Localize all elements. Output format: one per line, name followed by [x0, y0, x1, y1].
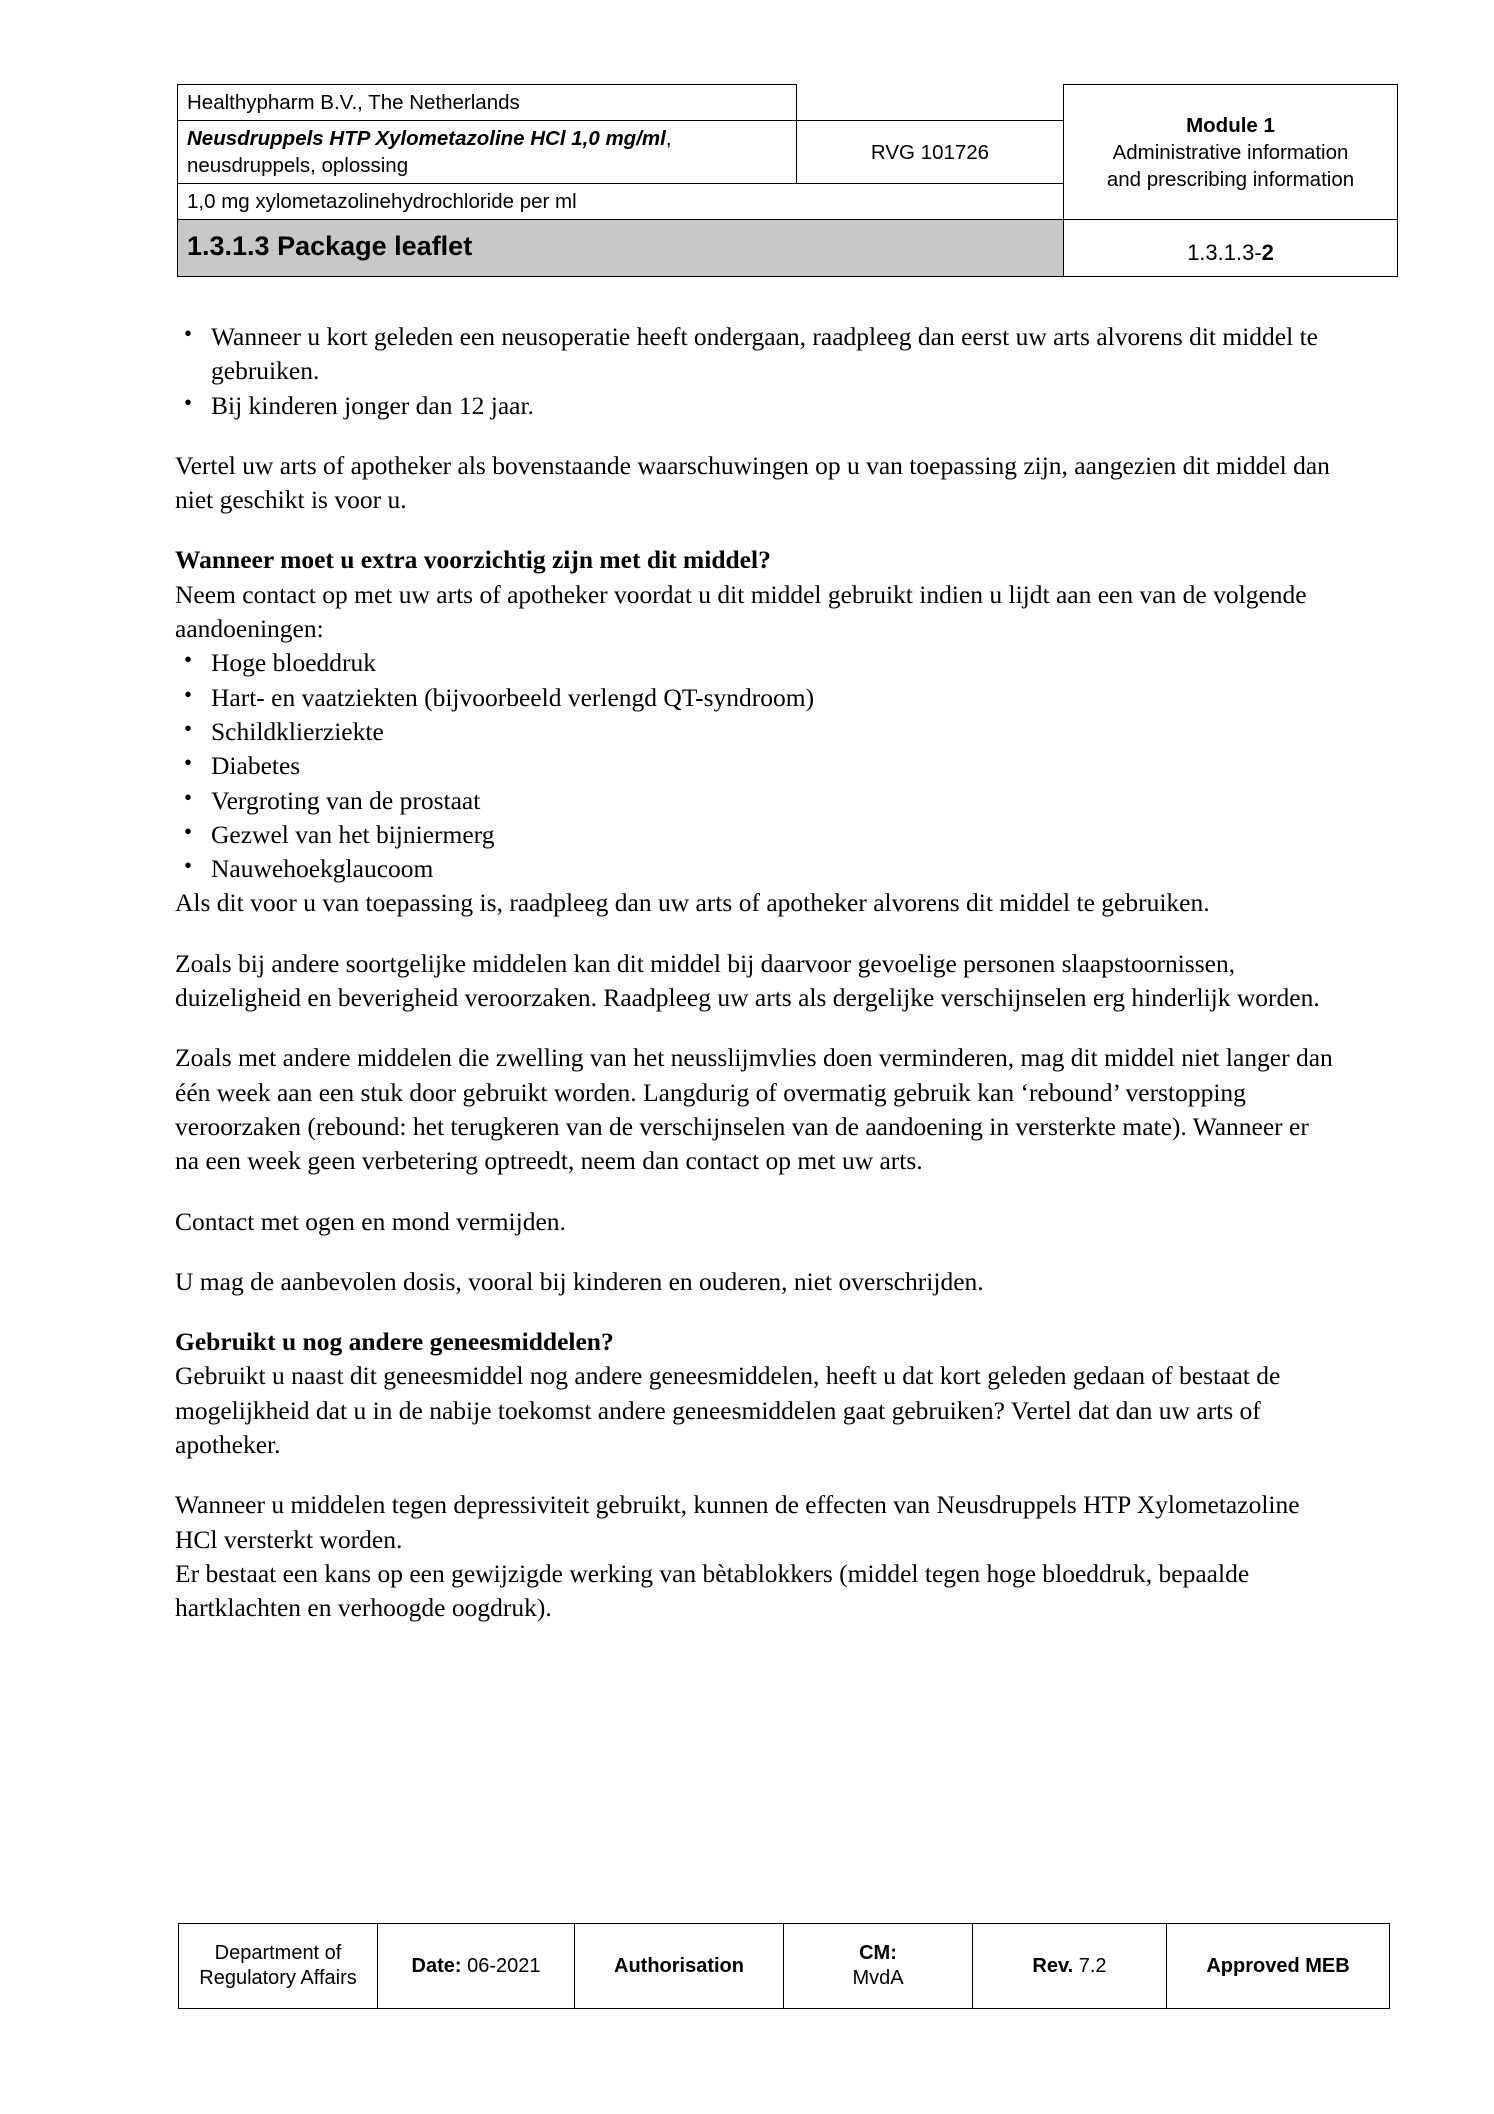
list-item: [175, 784, 1335, 818]
condition-bullet-4: Vergroting van de prostaat: [211, 785, 481, 815]
spacer: [175, 1462, 1335, 1488]
paragraph-antidepressants: Wanneer u middelen tegen depressiviteit gebruikt, kunnen de effecten van Neusdruppels HTP Xylometazoline HCl versterkt worden.: [175, 1490, 1300, 1554]
heading-other-medicines: Gebruikt u nog andere geneesmiddelen?: [175, 1327, 614, 1357]
document-header-table: [177, 84, 1398, 277]
footer-cell-approved: [1167, 1924, 1390, 2009]
warning-bullet-0: Wanneer u kort geleden een neusoperatie heeft ondergaan, raadpleeg dan eerst uw arts alvorens dit middel te gebruiken.: [211, 322, 1318, 386]
product-name: Neusdruppels HTP Xylometazoline HCl 1,0 mg/ml: [187, 127, 666, 151]
list-item: [175, 818, 1335, 852]
header-cell-module: [1064, 85, 1398, 220]
condition-bullet-2: Schildklierziekte: [211, 716, 384, 746]
product-name-line: [187, 125, 787, 152]
product-form: neusdruppels, oplossing: [187, 154, 409, 178]
product-name-comma: ,: [665, 127, 672, 151]
condition-bullet-1: Hart- en vaatziekten (bijvoorbeeld verlengd QT-syndroom): [211, 682, 815, 712]
paragraph-dose: U mag de aanbevolen dosis, vooral bij kinderen en ouderen, niet overschrijden.: [175, 1266, 984, 1296]
paragraph-sleep-disorders: Zoals bij andere soortgelijke middelen kan dit middel bij daarvoor gevoelige personen slaapstoornissen, duizeligheid en beverigheid veroorzaken. Raadpleeg uw arts als dergelijke verschijnselen erg hinderlijk worden.: [175, 948, 1320, 1013]
header-row-company: [178, 85, 1398, 121]
list-item: [175, 681, 1335, 715]
list-item: [175, 715, 1335, 749]
header-cell-strength: [178, 184, 1064, 220]
cm-value: MvdA: [852, 1967, 904, 1989]
header-cell-section-number: [1064, 220, 1398, 277]
module-line-1: Administrative information: [1112, 140, 1349, 164]
warning-bullet-list: [175, 320, 1335, 423]
spacer: [175, 517, 1335, 543]
paragraph-other-medicines: Gebruikt u naast dit geneesmiddel nog andere geneesmiddelen, heeft u dat kort geleden gedaan of bestaat de mogelijkheid dat u in de nabije toekomst andere geneesmiddelen gaat gebruiken? Vertel dat dan uw arts of apotheker.: [175, 1361, 1281, 1460]
heading-extra-careful: Wanneer moet u extra voorzichtig zijn met dit middel?: [175, 545, 771, 575]
footer-cell-revision: [973, 1924, 1167, 2009]
footer-cell-authorisation: [575, 1924, 784, 2009]
header-cell-product: [178, 121, 797, 184]
spacer: [175, 423, 1335, 449]
section-number-prefix: 1.3.1.3-: [1187, 240, 1262, 266]
header-cell-rvg-number: [797, 121, 1064, 184]
condition-bullet-list: [175, 646, 1335, 886]
module-line-2: and prescribing information: [1106, 167, 1355, 191]
approved-label: Approved MEB: [1206, 1954, 1350, 1977]
table-row: [179, 1924, 1390, 2009]
paragraph-rebound: Zoals met andere middelen die zwelling van het neusslijmvlies doen verminderen, mag dit middel niet langer dan één week aan een stuk door gebruikt worden. Langdurig of overmatig gebruik kan ‘rebound’ verstopping veroorzaken (rebound: het terugkeren van de verschijnselen van de aandoening in versterkte mate). Wanneer er na een week geen verbetering optreedt, neem dan contact op met uw arts.: [175, 1043, 1333, 1176]
rev-label: Rev.: [1032, 1954, 1074, 1977]
condition-bullet-6: Nauwehoekglaucoom: [211, 854, 434, 884]
document-footer-table: [178, 1923, 1390, 2009]
module-title: Module 1: [1186, 113, 1275, 137]
strength-text: 1,0 mg xylometazolinehydrochloride per ml: [187, 190, 577, 214]
department-line-1: Department of: [214, 1942, 342, 1964]
condition-bullet-5: Gezwel van het bijniermerg: [211, 819, 495, 849]
rvg-number: RVG 101726: [870, 140, 990, 164]
list-item: [175, 389, 1335, 423]
condition-bullet-3: Diabetes: [211, 751, 301, 781]
header-cell-section-title: [178, 220, 1064, 277]
company-name: Healthypharm B.V., The Netherlands: [187, 91, 520, 114]
spacer: [175, 1299, 1335, 1325]
list-item: [175, 320, 1335, 389]
date-label: Date:: [411, 1954, 462, 1977]
paragraph-avoid-contact: Contact met ogen en mond vermijden.: [175, 1206, 566, 1236]
header-cell-company: [178, 85, 797, 121]
department-line-2: Regulatory Affairs: [199, 1967, 357, 1989]
spacer: [175, 1179, 1335, 1205]
date-value: 06-2021: [467, 1954, 541, 1977]
warning-bullet-1: Bij kinderen jonger dan 12 jaar.: [211, 390, 534, 420]
footer-cell-date: [378, 1924, 575, 2009]
footer-cell-department: [179, 1924, 378, 2009]
list-item: [175, 852, 1335, 886]
cm-label: CM:: [859, 1942, 897, 1964]
paragraph-betablockers: Er bestaat een kans op een gewijzigde werking van bètablokkers (middel tegen hoge bloeddruk, bepaalde hartklachten en verhoogde oogdruk).: [175, 1558, 1250, 1623]
section-number-page: 2: [1261, 240, 1274, 266]
paragraph-contact-doctor: Neem contact op met uw arts of apotheker voordat u dit middel gebruikt indien u lijdt aan een van de volgende aandoeningen:: [175, 579, 1307, 644]
list-item: [175, 646, 1335, 680]
list-item: [175, 749, 1335, 783]
spacer: [175, 1015, 1335, 1041]
header-row-section: [178, 220, 1398, 277]
paragraph-if-applicable: Als dit voor u van toepassing is, raadpleeg dan uw arts of apotheker alvorens dit middel te gebruiken.: [175, 888, 1210, 918]
section-title: 1.3.1.3 Package leaflet: [187, 231, 473, 262]
condition-bullet-0: Hoge bloeddruk: [211, 648, 377, 678]
footer-cell-cm: [784, 1924, 973, 2009]
leaflet-body: [175, 320, 1335, 1626]
header-cell-rvg-spacer: [797, 85, 1064, 121]
authorisation-label: Authorisation: [614, 1954, 744, 1977]
rev-value: 7.2: [1078, 1954, 1107, 1977]
paragraph-tell-doctor: Vertel uw arts of apotheker als bovenstaande waarschuwingen op u van toepassing zijn, aangezien dit middel dan niet geschikt is voor u.: [175, 450, 1330, 515]
spacer: [175, 921, 1335, 947]
spacer: [175, 1239, 1335, 1265]
